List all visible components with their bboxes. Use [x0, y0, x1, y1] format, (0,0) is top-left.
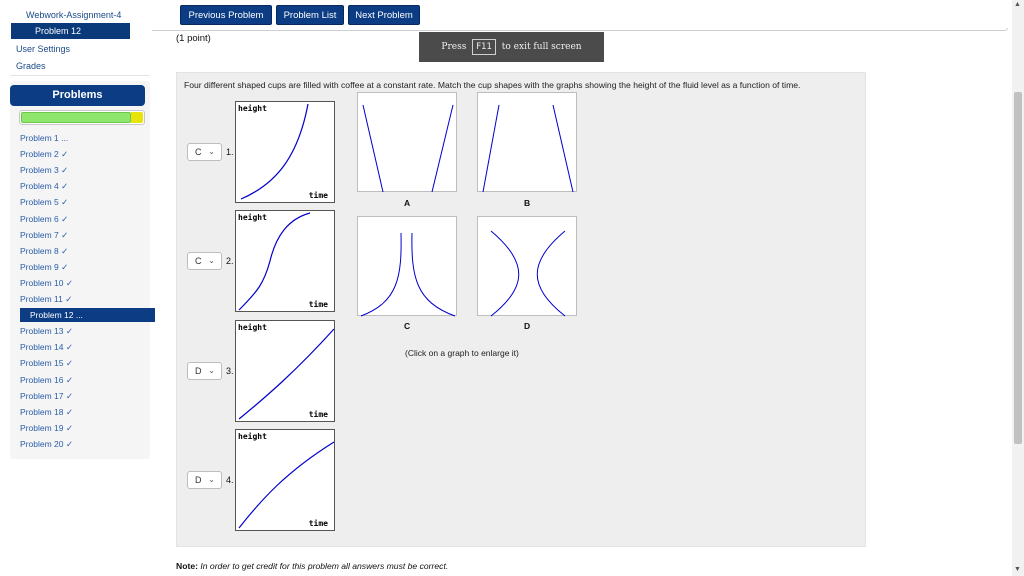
answer-select-2[interactable]: C ⌄: [187, 252, 222, 270]
item-number-1: 1.: [226, 147, 234, 157]
problem-list-item[interactable]: Problem 4 ✓: [20, 181, 69, 192]
problems-panel: [10, 81, 150, 459]
cup-shape-c[interactable]: [357, 216, 457, 316]
problem-list-item[interactable]: Problem 11 ✓: [20, 294, 73, 304]
problem-list-item[interactable]: Problem 12 ...: [20, 308, 155, 322]
height-time-graph-2[interactable]: [235, 210, 335, 312]
problem-list-item[interactable]: Problem 8 ✓: [20, 245, 69, 256]
header-border: [152, 28, 1008, 31]
current-problem-link[interactable]: Problem 12: [11, 23, 130, 39]
fullscreen-rest: to exit full screen: [501, 42, 582, 52]
previous-problem-button[interactable]: Previous Problem: [180, 5, 272, 25]
problem-list-item[interactable]: Problem 14 ✓: [20, 342, 73, 353]
problems-header: Problems: [10, 85, 145, 106]
graph-4-curve: [236, 430, 336, 532]
item-number-3: 3.: [226, 366, 234, 376]
scroll-down-arrow-icon[interactable]: ▼: [1014, 566, 1021, 573]
cup-shape-d[interactable]: [477, 216, 577, 316]
problem-list-item[interactable]: Problem 20 ✓: [20, 438, 73, 449]
cup-label-c: C: [404, 321, 411, 331]
answer-select-4[interactable]: D ⌄: [187, 471, 222, 489]
progress-bar: [19, 110, 145, 125]
graph-x-label: time: [308, 410, 328, 419]
item-number-4: 4.: [226, 475, 234, 485]
point-value: (1 point): [176, 33, 211, 44]
height-time-graph-1[interactable]: [235, 101, 335, 203]
answer-select-1[interactable]: C ⌄: [187, 143, 222, 161]
chevron-down-icon: ⌄: [208, 256, 215, 265]
problem-list-item[interactable]: Problem 18 ✓: [20, 406, 73, 417]
user-settings-link[interactable]: User Settings: [16, 44, 71, 54]
item-number-2: 2.: [226, 256, 234, 266]
graph-x-label: time: [308, 300, 328, 309]
chevron-down-icon: ⌄: [208, 366, 215, 375]
height-time-graph-3[interactable]: [235, 320, 335, 422]
graph-1-curve: [236, 102, 336, 204]
chevron-down-icon: ⌄: [208, 147, 215, 156]
fullscreen-banner: [419, 32, 604, 62]
cup-a-outline: [358, 93, 458, 193]
graph-x-label: time: [308, 519, 328, 528]
answer-select-3[interactable]: D ⌄: [187, 362, 222, 380]
progress-incomplete: [131, 112, 143, 123]
f11-key: F11: [472, 39, 496, 55]
problem-list-button[interactable]: Problem List: [276, 5, 344, 25]
fullscreen-press: Press: [441, 42, 467, 52]
cup-label-d: D: [524, 321, 531, 331]
cup-d-outline: [478, 217, 578, 317]
cup-shape-b[interactable]: [477, 92, 577, 192]
progress-correct: [21, 112, 131, 123]
cup-c-outline: [358, 217, 458, 317]
graph-y-label: height: [238, 213, 267, 222]
next-problem-button[interactable]: Next Problem: [348, 5, 420, 25]
problem-list-item[interactable]: Problem 7 ✓: [20, 229, 69, 240]
problem-list-item[interactable]: Problem 1 ...: [20, 133, 69, 143]
problem-list-item[interactable]: Problem 17 ✓: [20, 390, 73, 401]
problem-list-item[interactable]: Problem 2 ✓: [20, 149, 69, 160]
credit-note: [176, 561, 448, 571]
cup-b-outline: [478, 93, 578, 193]
scrollbar-thumb[interactable]: [1014, 92, 1022, 444]
note-text: In order to get credit for this problem all answers must be correct.: [197, 561, 449, 571]
problem-list-item[interactable]: Problem 13 ✓: [20, 326, 73, 337]
scroll-up-arrow-icon[interactable]: ▲: [1014, 1, 1021, 8]
problem-list-item[interactable]: Problem 6 ✓: [20, 213, 69, 224]
graph-y-label: height: [238, 104, 267, 113]
graph-3-curve: [236, 321, 336, 423]
note-label: Note:: [176, 561, 198, 571]
problem-list-item[interactable]: Problem 16 ✓: [20, 374, 73, 385]
cup-shape-a[interactable]: [357, 92, 457, 192]
height-time-graph-4[interactable]: [235, 429, 335, 531]
graph-x-label: time: [308, 191, 328, 200]
problem-list-item[interactable]: Problem 19 ✓: [20, 422, 73, 433]
problem-list-item[interactable]: Problem 9 ✓: [20, 261, 69, 272]
problem-list-item[interactable]: Problem 15 ✓: [20, 358, 73, 369]
course-link[interactable]: Webwork-Assignment-4: [26, 10, 122, 20]
problem-list-item[interactable]: Problem 3 ✓: [20, 165, 69, 176]
sidebar-divider: [10, 75, 150, 76]
cup-label-a: A: [404, 198, 411, 208]
problem-list-item[interactable]: Problem 5 ✓: [20, 197, 69, 208]
problem-instructions: Four different shaped cups are filled with coffee at a constant rate. Match the cup shapes with the graphs showing the height of the fluid level as a function of time.: [184, 80, 801, 90]
problem-list-item[interactable]: Problem 10 ✓: [20, 277, 73, 288]
chevron-down-icon: ⌄: [208, 475, 215, 484]
graph-y-label: height: [238, 432, 267, 441]
graph-y-label: height: [238, 323, 267, 332]
cup-label-b: B: [524, 198, 531, 208]
enlarge-hint: (Click on a graph to enlarge it): [405, 348, 519, 358]
graph-2-curve: [236, 211, 336, 313]
grades-link[interactable]: Grades: [16, 61, 46, 71]
